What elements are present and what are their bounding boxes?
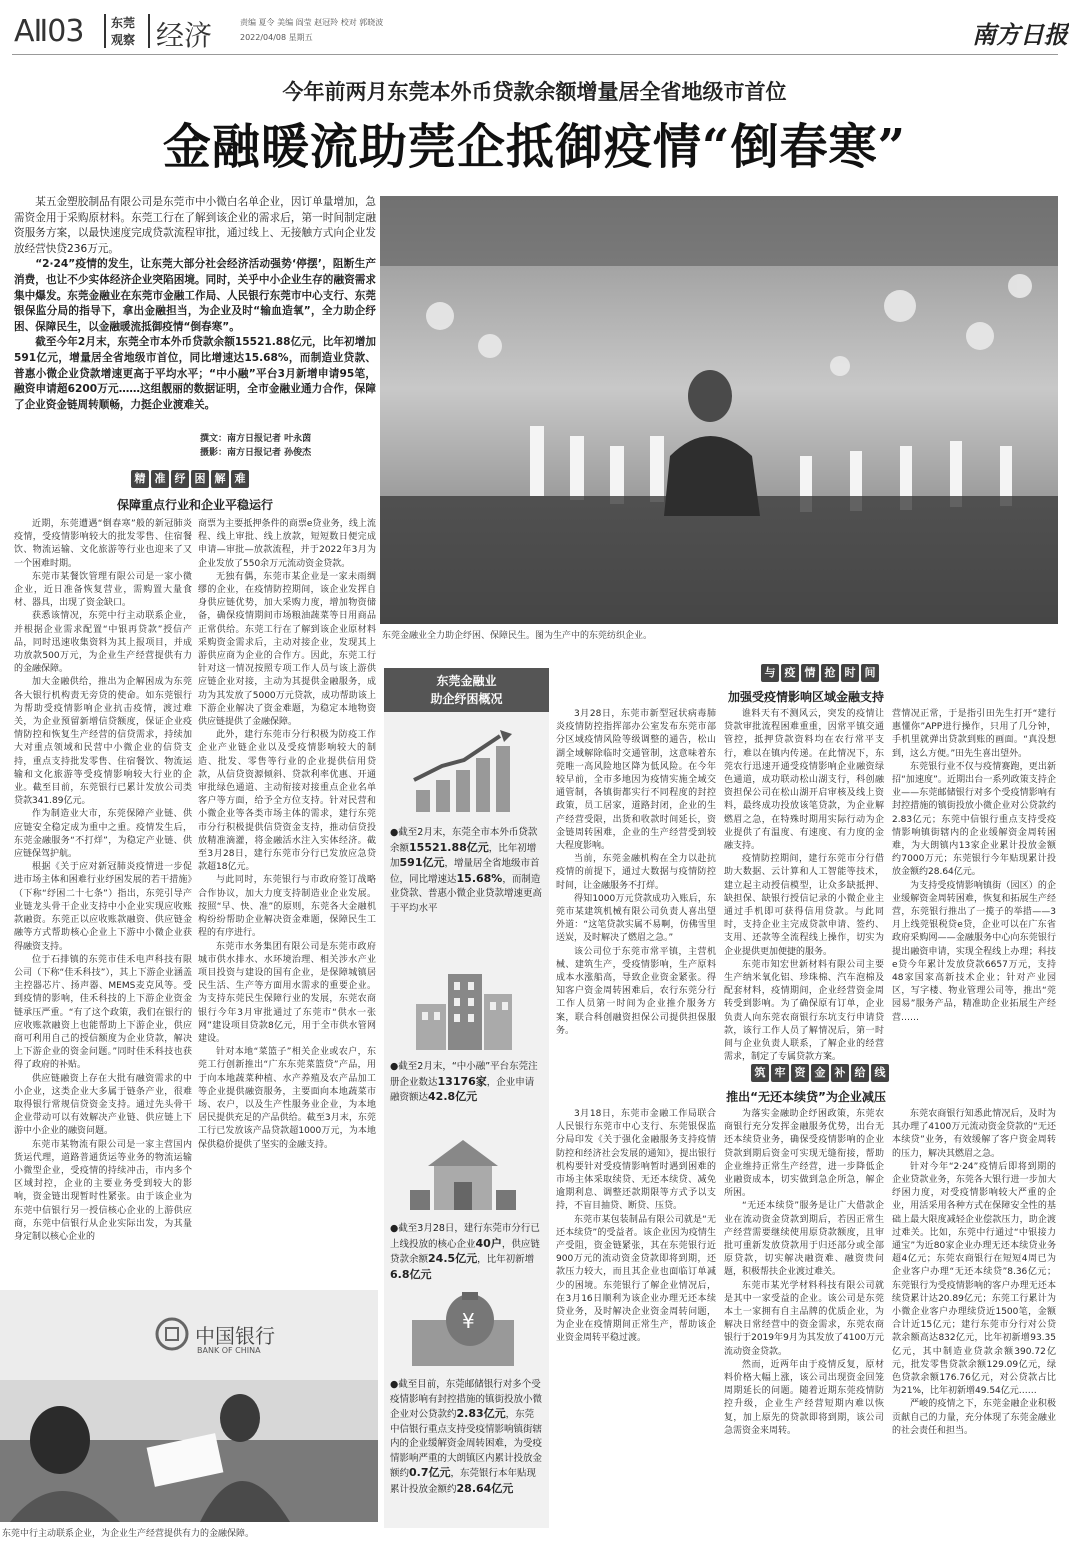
sidebar-title-2: 助企纾困概况 xyxy=(430,692,503,706)
main-photo xyxy=(380,196,1058,624)
header-credits: 责编 夏令 美编 阎莹 赵冠羚 校对 郭晓波 xyxy=(240,18,384,27)
section3-col2 xyxy=(724,1108,884,1508)
paragraph: 根据《关于应对新冠肺炎疫情进一步促进市场主体和困难行业纾困发展的若干措施》（下称“纾困二十七条”）指出，东莞引导产业链龙头骨干企业支持中小企业实现应收账款融资。东莞正以应收账款融资、供应链金融等方式帮助核心企业上下游中小微企业获得融资支持。 xyxy=(14,862,192,952)
paragraph: 东莞市某餐饮管理有限公司是一家小微企业，近日准备恢复营业，需购置大量食材、器具，出现了资金缺口。 xyxy=(14,571,192,609)
tag-char: 筑 xyxy=(751,1064,769,1082)
header-rule xyxy=(12,54,1058,55)
masthead-logo: 南方日报 xyxy=(972,20,1068,49)
paragraph: 当前，东莞金融机构在全力以赴抗疫情的前提下，通过大数据与疫情防控时间，让金融服务不打烊。 xyxy=(556,854,716,891)
sidebar-item xyxy=(390,1378,542,1497)
paragraph: 加大金融供给，推出为企解困成为东莞各大银行机构责无旁贷的使命。如东莞银行为帮助受疫情影响企业抗击疫情，渡过难关，为企业预留新增信贷额度，保证企业疫情防控和恢复生产经营的信贷需求，持续加大对重点领域和民营中小微企业的信贷支持，重点支持批发零售、住宿餐饮、物流运输和文化旅游等受疫情影响较大行业的企业。截至目前，东莞银行已累计发放公司类贷款341.89亿元。 xyxy=(14,677,192,807)
section2-tag xyxy=(700,664,940,682)
tag-char: 资 xyxy=(791,1064,809,1082)
section-label-a: 东莞 xyxy=(111,16,136,30)
page-header xyxy=(0,0,1069,60)
main-photo-caption: 东莞金融业全力助企纾困、保障民生。图为生产中的东莞纺织企业。 xyxy=(382,631,653,641)
paragraph: 疫情防控期间，建行东莞市分行借助大数据、云计算和人工智能等技术，建立起主动授信模型，让众多缺抵押、缺担保、缺银行授信记录的小微企业主通过手机即可获得信用贷款。与此同时，支持企业主完成贷款申请、签约、支用、还款等全流程线上操作，切实为企业提供更加便捷的服务。 xyxy=(724,854,884,957)
tag-char: 解 xyxy=(211,470,229,488)
sidebar-number: 28.64亿元 xyxy=(456,1481,514,1495)
bank-sign-en: BANK OF CHINA xyxy=(197,1346,261,1355)
section2-col3 xyxy=(892,708,1056,1050)
byline-photo: 摄影：南方日报记者 孙俊杰 xyxy=(200,448,312,458)
tag-char: 补 xyxy=(831,1064,849,1082)
sidebar-number: 40户 xyxy=(475,1236,502,1250)
sidebar-text: ，东莞银行本年贴现累计投放金额约 xyxy=(390,1468,537,1495)
sidebar-item xyxy=(390,1222,542,1283)
buildings-icon xyxy=(408,964,518,1054)
sidebar-text: ，比年初增加 xyxy=(390,842,537,869)
section-divider xyxy=(104,14,106,48)
headline-main: 金融暖流助莞企抵御疫情“倒春寒” xyxy=(162,119,907,175)
paragraph: 获悉该情况，东莞中行主动联系企业，并根据企业需求配置“中银再贷款”授信产品，同时迅速收集资料为其上报项目，并成功放款500万元，为企业生产经营提供有力的金融保障。 xyxy=(14,611,192,675)
byline xyxy=(200,432,376,460)
paragraph: 与此同时，东莞银行与市政府签订战略合作协议，加大力度支持制造业企业发展。按照“早、快、准”的原则，东莞各大金融机构纷纷帮助企业解决资金难题，保障民生工程的有序进行。 xyxy=(198,875,376,939)
section3-col3 xyxy=(892,1108,1056,1508)
sidebar-text: ，增量居全省地级市首位，同比增速达 xyxy=(390,858,540,885)
paragraph: 此外，建行东莞市分行积极为防疫工作企业产业链企业以及受疫情影响较大的制造、批发、零售等行业的企业提供信用贷款，从信贷资源倾斜、贷款利率优惠、开通审批绿色通道、主动衔接对接重点企业名单客户等方面，给予全方位支持。针对民营和小微企业等各类市场主体的需求，建行东莞市分行积极提供信贷资金支持，推动信贷投放精准滴灌，将金融活水注入实体经济。截至3月28日，建行东莞市分行已发放应急贷款超18亿元。 xyxy=(198,730,376,873)
section3-col1 xyxy=(556,1108,716,1508)
section2-col1 xyxy=(556,708,716,1050)
paragraph: 该公司位于东莞市常平镇，主营机械、建筑生产，受疫情影响，生产原料成本水涨船高，导致企业资金紧张。得知客户资金周转困难后，农行东莞分行工作人员第一时间为企业推介服务方案，联合科创融资担保公司提供担保服务。 xyxy=(556,946,716,1036)
sidebar-number: 591亿元 xyxy=(399,856,445,869)
paragraph: 严峻的疫情之下，东莞金融企业积极贡献自己的力量，充分体现了东莞金融业的社会责任和担当。 xyxy=(892,1399,1056,1436)
paragraph: 3月28日，东莞市新型冠状病毒肺炎疫情防控指挥部办公室发布东莞市部分区域疫情风险等级调整的通告，松山湖全域解除临时交通管制，这意味着东莞唯一高风险地区降为低风险。在今年较早前，全市多地因为疫情实施全域交通管制，各镇街都实行不同程度的封控政策，员工居家，道路封闭，企业的生产经营受限，出货和收款时间延长，资金链周转困难，企业的生产经营受到较大程度影响。 xyxy=(556,709,716,852)
section1-tag xyxy=(70,470,310,488)
section2-col2 xyxy=(724,708,884,1063)
sidebar-number: 24.5亿元 xyxy=(428,1252,478,1265)
paragraph: 然而，近两年由于疫情反复，原材料价格大幅上涨，该公司出现资金回笼周期延长的问题。随着近期东莞疫情防控升级，企业生产经营短期内难以恢复，加上原先的贷款即将到期，该公司急需资金来周转。 xyxy=(724,1359,884,1436)
sidebar-item xyxy=(390,826,542,916)
paragraph: 作为制造业大市，东莞保障产业链、供应链安全稳定成为重中之重。疫情发生后，东莞金融服务“不打烊”，为稳定产业链、供应链保驾护航。 xyxy=(14,809,192,860)
section2-subtitle: 加强受疫情影响区域金融支持 xyxy=(727,690,884,704)
house-boxes-icon xyxy=(408,1126,518,1216)
bank-photo xyxy=(0,1290,378,1522)
paragraph: 近期，东莞遭遇“倒春寒”般的新冠肺炎疫情，受疫情影响较大的批发零售、住宿餐饮、物流运输、文化旅游等行业也迎来了又一个困难时期。 xyxy=(14,519,192,569)
paragraph: 东莞农商银行知悉此情况后，及时为其办理了4100万元流动资金贷款的“无还本续贷”业务，有效缓解了客户资金周转的压力，解决其燃眉之急。 xyxy=(892,1109,1056,1159)
bank-photo-caption: 东莞中行主动联系企业，为企业生产经营提供有力的金融保障。 xyxy=(2,1529,255,1539)
paragraph: 东莞市某光学材料科技有限公司就是其中一家受益的企业。该公司是东莞本土一家拥有自主品牌的优质企业，为解决日常经营中的资金需求，东莞农商银行于2019年9月为其发放了4100万元流动资金贷款。 xyxy=(724,1280,884,1357)
sidebar-number: 15521.88亿元 xyxy=(409,840,489,854)
paragraph: 3月18日，东莞市金融工作局联合人民银行东莞市中心支行、东莞银保监分局印发《关于强化金融服务支持疫情防控和经济社会发展的通知》，提出银行机构要针对受疫情影响暂时遇到困难的市场主体采取续贷、无还本续贷、减免逾期利息、调整还款期限等方式予以支持，不盲目抽贷、断贷、压贷。 xyxy=(556,1109,716,1212)
tag-char: 给 xyxy=(851,1064,869,1082)
sidebar-text: ●截至2月末，“中小融”平台东莞注册企业数达 xyxy=(390,1061,538,1088)
paragraph: 营情况正常，于是指引田先生打开“建行惠懂你”APP进行操作，只用了几分钟，手机里就弹出贷款到账的画面。“真没想到，这么方便。”田先生喜出望外。 xyxy=(892,709,1056,759)
section-divider-2 xyxy=(148,14,150,48)
paragraph: 针对本地“菜篮子”相关企业或农户，东莞工行创新推出“广东东莞菜篮贷”产品，用于向本地蔬菜种植、水产养殖及农产品加工等企业提供融资服务，主要面向本地蔬菜市场、农户，以及生产性服务业企业，为本地居民提供充足的产品供给。截至3月末，东莞工行已发放该产品贷款超1000万元，为本地保供稳价提供了坚实的金融支持。 xyxy=(198,1047,376,1150)
paragraph: 得知1000万元贷款成功入账后，东莞市某建筑机械有限公司负责人喜出望外道：“这笔贷款实属不易啊，仿佛雪里送炭，及时解决了燃眉之急。” xyxy=(556,893,716,944)
tag-char: 准 xyxy=(151,470,169,488)
bank-counter-photo xyxy=(0,1290,378,1522)
sidebar-text: ●截至目前，东莞邮储银行对多个受疫情影响有封控措施的镇街投放小微企业对公贷款约 xyxy=(390,1379,543,1420)
sidebar-number: 0.7亿元 xyxy=(409,1466,451,1479)
paragraph: 东莞市知宏世新材料有限公司主要生产纳米氧化铝、珍珠棉、汽车泡棉及配套材料，疫情期间，企业经营资金周转受到影响。为了确保原有订单，企业负责人向东莞农商银行东坑支行申请贷款，该行工作人员了解情况后，第一时间与企业负责人联系，了解企业的经营需求，制定了专属贷款方案。 xyxy=(724,959,884,1063)
sidebar-number: 15.68% xyxy=(456,871,503,885)
money-bag-icon xyxy=(408,1290,518,1370)
paragraph: 无独有偶，东莞市某企业是一家未雨绸缪的企业，在疫情防控期间，该企业发挥自身供应链优势，加大采购力度，增加物资储备，确保疫情期间市场粮油蔬菜等日用商品正常供给。东莞工行在了解到该企业原材料采购资金需求后，主动对接企业，发现其上游供应商为企业的合作方。因此，东莞工行针对这一情况按照专项工作人员与该上游供应链企业对接，主动为其提供金融服务，成功为其发放了5000万元贷款，成功帮助该上下游企业解决了资金难题，为稳定本地物资供应链提供了金融保障。 xyxy=(198,571,376,728)
section1-col2 xyxy=(198,518,376,1280)
section-name: 经济 xyxy=(156,19,213,52)
paragraph: 针对今年“2·24”疫情后即将到期的企业贷款业务，东莞各大银行进一步加大纾困力度，对受疫情影响较大严重的企业，用活采用各种方式在保障安全性的基础上最大限度减轻企业偿款压力，助企渡过难关。比如，东莞中行通过“中银接力通宝”为近80家企业办理无还本续贷业务超4亿元；东莞农商银行在短短4周已为企业客户办理“无还本续贷”8.36亿元；东莞银行为受疫情影响的客户办理无还本续贷累计达20.89亿元；东莞工行累计为小微企业客户办理续贷近1500笔，金额合计近15亿元；建行东莞市分行对公贷款余额高达832亿元，比年初新增93.35亿元，其中制造业贷款余额390.72亿元，批发零售贷款余额129.09亿元，绿色贷款余额176.76亿元，对公贷款占比为21%，比年初新增49.54亿元…… xyxy=(892,1161,1056,1397)
tag-char: 与 xyxy=(761,664,779,682)
tag-char: 精 xyxy=(131,470,149,488)
paragraph: 东莞市某物流有限公司是一家主营国内货运代理，道路普通货运等业务的物流运输小微型企业，受疫情的持续冲击，市内多个区域封控，企业的主要业务受到较大的影响，资金链出现暂时性紧张。由于该企业为东莞中信银行另一授信核心企业的上游供应商，东莞中信银行从企业实际出发，为其量身定制以核心企业的 xyxy=(14,1139,192,1242)
paragraph: 为支持受疫情影响镇街（园区）的企业缓解资金周转困难，恢复和拓展生产经营，东莞银行推出了一揽子的举措——3月上线莞银税贷e贷，企业可以在广东省政府采购网——金融服务中心向东莞银行提出融资申请，实现全程线上办理；科技e贷今年累计发放贷款6657万元，支持48家国家高新技术企业；针对产业园区，写字楼、物业管理公司等，推出“莞园易”服务产品，精准助企业拓展生产经营…… xyxy=(892,880,1056,1023)
section3-subtitle: 推出“无还本续贷”为企业减压 xyxy=(726,1090,886,1104)
section-label-b: 观察 xyxy=(111,33,136,47)
paragraph: 为落实金融助企纾困政策，东莞农商银行充分发挥金融服务优势，出台无还本续贷业务，确保受疫情影响的企业贷款到期后资金可实现无缝衔接，帮助企业维持正常生产经营，进一步降低企业融资成本，切实做到急企所急，解企所困。 xyxy=(724,1109,884,1199)
sidebar-item xyxy=(390,1060,542,1106)
paragraph: 供应链融资上存在大批有融资需求的中小企业，这类企业大多属于链条产业，很难取得银行常规信贷资金支持。通过先头骨干企业带动可以有效解决产业链、供应链上下游中小企业的融资问题。 xyxy=(14,1073,192,1137)
sidebar-number: 42.8亿元 xyxy=(428,1090,478,1103)
tag-char: 金 xyxy=(811,1064,829,1082)
sidebar-header xyxy=(384,668,549,712)
tag-char: 困 xyxy=(191,470,209,488)
header-date: 2022/04/08 星期五 xyxy=(240,33,313,42)
sidebar-text: ●截至3月28日，建行东莞市分行已上线投放的核心企业 xyxy=(390,1223,540,1250)
textile-factory-photo xyxy=(380,196,1058,624)
sidebar-number: 6.8亿元 xyxy=(390,1267,432,1281)
headline-kicker: 今年前两月东莞本外币贷款余额增量居全省地级市首位 xyxy=(282,80,787,104)
sidebar-text: ，比年初新增 xyxy=(477,1254,535,1265)
paragraph: 谁料天有不测风云，突发的疫情让贷款审批流程困难重重，因常平镇交通管控，抵押贷款资料均在农行常平支行，难以在镇内传递。在此情况下，东莞农行迅速开通受疫情影响企业融资绿色通道，成功联动松山湖支行，科创融资担保公司在松山湖开启审核及线上资料，最终成功投放该笔贷款，为企业解燃眉之急，在特殊时期用实际行动为企业提供了有温度、有速度、有力度的金融支持。 xyxy=(724,709,884,852)
sidebar-number: 2.83亿元 xyxy=(456,1407,506,1420)
growth-chart-icon xyxy=(408,728,518,818)
paragraph: 东莞市水务集团有限公司是东莞市政府城市供水排水、水环境治理、相关涉水产业项目投资与建设的国有企业，是保障城镇居民生活、生产等方面用水需求的重要企业。为支持东莞民生保障行业的发展，东莞农商银行今年3月审批通过了东莞市“供水一张网”建设项目贷款8亿元，用于全市供水管网建设。 xyxy=(198,941,376,1044)
paragraph: “无还本续贷”服务是让广大借款企业在流动资金贷款到期后，若因正常生产经营需要继续使用原贷款额度，且审批可重新发放贷款用于归还部分或全部原贷款，切实解决融资难、融资贵问题，积极帮扶企业渡过难关。 xyxy=(724,1201,884,1278)
paragraph: 商票为主要抵押条件的商票e贷业务，线上流程、线上审批、线上放款，短短数日便完成申请—审批—放款流程，并于2022年3月为企业发放了550余万元流动资金贷款。 xyxy=(198,519,376,569)
sidebar-text: ，而制造业贷款、普惠小微企业贷款增速更高于平均水平 xyxy=(390,873,543,914)
tag-char: 抢 xyxy=(821,664,839,682)
paragraph: 位于石排镇的东莞市佳禾电声科技有限公司（下称“佳禾科技”），其上下游企业涵盖主控器芯片、扬声器、MEMS麦克风等。受到疫情的影响，佳禾科技的上下游企业资金链承压严重。“有了这个政策，我们在银行的应收账款融资上也能帮助上下游企业，供应商可利用自己的授信额度为企业贷款，解决上下游企业的资金问题。”同时佳禾科技也获得了政府的补贴。 xyxy=(14,954,192,1071)
tag-char: 间 xyxy=(861,664,879,682)
section1-subtitle: 保障重点行业和企业平稳运行 xyxy=(116,498,273,512)
tag-char: 线 xyxy=(871,1064,889,1082)
sidebar-title-1: 东莞金融业 xyxy=(436,674,497,688)
tag-char: 纾 xyxy=(171,470,189,488)
tag-char: 牢 xyxy=(771,1064,789,1082)
paragraph: 东莞银行业不仅与疫情赛跑，更出新招“加速度”。近期出台一系列政策支持企业——东莞邮储银行对多个受疫情影响有封控措施的镇街投放小微企业对公贷款约2.83亿元；东莞中信银行重点支持受疫情影响镇街辖内的企业缓解资金周转困难，为大朗镇内13家企业累计投放金额约7000万元；东莞银行今年贴现累计投放金额约28.64亿元。 xyxy=(892,761,1056,878)
svg-text:¥: ¥ xyxy=(462,1309,475,1333)
tag-char: 时 xyxy=(841,664,859,682)
lead-paragraph: “2·24”疫情的发生，让东莞大部分社会经济活动强势‘停摆’，阻断生产消费，也让不少实体经济企业突陷困境。同时，关乎中小企业生存的融资需求集中爆发。东莞金融业在东莞市金融工作局、人民银行东莞市中心支行、东莞银保监分局的指导下，拿出金融担当，为企业及时“输血造氧”，全力助企纾困、保障民生，以金融暖流抵御疫情“倒春寒”。 xyxy=(14,258,376,333)
sidebar-text: ，东莞中信银行重点支持受疫情影响镇街辖内的企业缓解资金周转困难，为受疫情影响严重的大朗镇区内累计投放金额约 xyxy=(390,1409,543,1479)
lead-paragraph: 截至今年2月末，东莞全市本外币贷款余额15521.88亿元，比年初增加591亿元，增量居全省地级市首位，同比增速达15.68%，而制造业贷款、普惠小微企业贷款增速更高于平均水平；“中小融”平台3月新增申请95笔，融资申请超6200万元……这组靓丽的数据证明，全市金融业通力合作，保障了企业资金链周转顺畅，力挺企业渡难关。 xyxy=(14,336,376,411)
sidebar-number: 13176家 xyxy=(437,1074,487,1088)
tag-char: 疫 xyxy=(781,664,799,682)
tag-char: 难 xyxy=(231,470,249,488)
sidebar-text: ●截至2月末，东莞全市本外币贷款余额 xyxy=(390,827,538,854)
page-code: AⅡ03 xyxy=(14,14,84,49)
byline-writer: 撰文：南方日报记者 叶永茵 xyxy=(200,434,312,444)
sidebar-text: ，企业申请融资额达 xyxy=(390,1076,535,1103)
paragraph: 东莞市某包装制品有限公司就是“无还本续贷”的受益者。该企业因为疫情生产受阻，资金链紧张，其在东莞银行近900万元的流动资金贷款即将到期，还款压力较大，而且其企业也面临订单减少的困境。东莞银行了解企业情况后，在3月16日顺利为该企业办理无还本续贷业务，及时解决企业资金周转问题，为企业在疫情期间正常生产，帮助该企业资金周转平稳过渡。 xyxy=(556,1214,716,1344)
section3-tag xyxy=(690,1064,950,1082)
tag-char: 情 xyxy=(801,664,819,682)
section1-col1 xyxy=(14,518,192,1280)
lead-paragraph: 某五金塑胶制品有限公司是东莞市中小微白名单企业，因订单量增加，急需资金用于采购原材料。东莞工行在了解到该企业的需求后，第一时间制定融资服务方案，以最快速度完成贷款流程审批，通过线上、无接触方式向企业发放经营快贷236万元。 xyxy=(14,196,376,255)
bank-sign-cn: 中国银行 xyxy=(195,1324,275,1348)
sidebar-text: ，供应链贷款余额 xyxy=(390,1238,540,1265)
lead-text xyxy=(14,195,376,420)
